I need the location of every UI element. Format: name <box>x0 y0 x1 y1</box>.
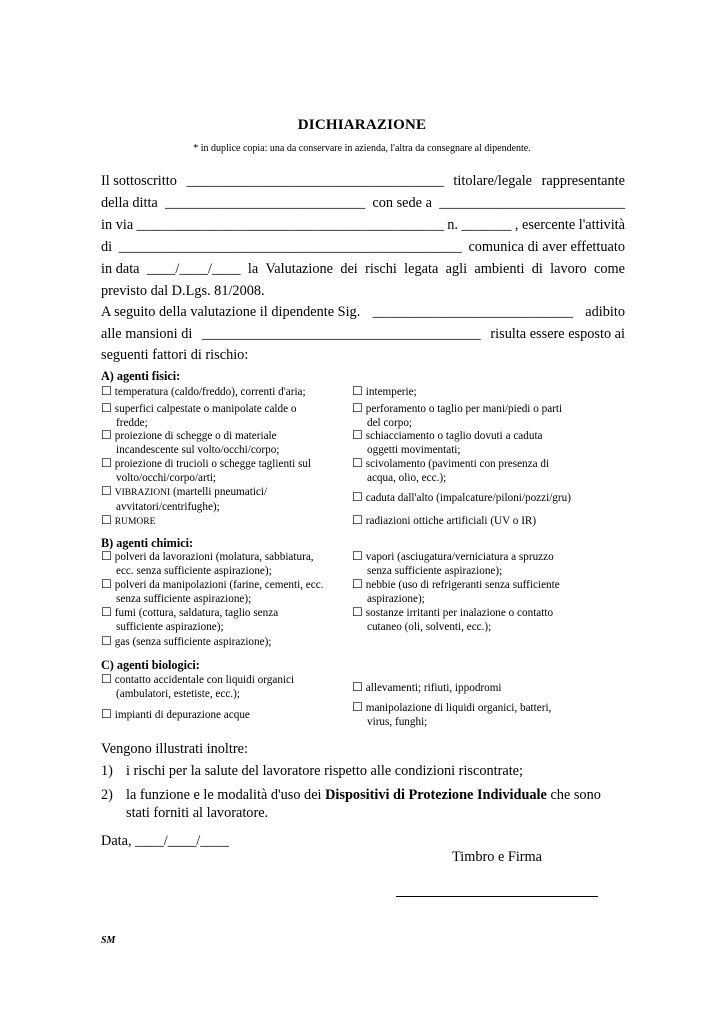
checkbox-icon[interactable]: ☐ <box>101 513 112 527</box>
checkbox-icon[interactable]: ☐ <box>101 634 112 648</box>
name-blank: ____________________________________ <box>186 173 444 189</box>
checkbox-icon[interactable]: ☐ <box>352 680 363 694</box>
checkbox-icon[interactable]: ☐ <box>352 577 363 591</box>
risk-item: ☐ contatto accidentale con liquidi organici (ambulatori, estetiste, ecc.); <box>101 672 295 700</box>
checkbox-icon[interactable]: ☐ <box>352 605 363 619</box>
risk-item: ☐ superfici calpestate o manipolate calde o fredde; <box>101 401 297 429</box>
section-heading-physical: A) agenti fisici: <box>101 369 181 383</box>
checkbox-icon[interactable]: ☐ <box>101 707 112 721</box>
number-blank: n. _______ <box>447 217 512 233</box>
risk-item: ☐ manipolazione di liquidi organici, batteri, virus, funghi; <box>352 700 552 728</box>
risk-item: ☐ polveri da manipolazioni (farine, cementi, ecc. senza sufficiente aspirazione); <box>101 577 324 605</box>
paragraph-line: in via ___________________________________________ n. _______ , esercente l'attività <box>101 217 625 233</box>
risk-item: ☐ allevamenti; rifiuti, ippodromi <box>352 680 502 694</box>
checkbox-icon[interactable]: ☐ <box>352 490 363 504</box>
checkbox-icon[interactable]: ☐ <box>101 672 112 686</box>
risk-item: ☐ proiezione di schegge o di materiale incandescente sul volto/occhi/corpo; <box>101 428 280 456</box>
employee-blank: ____________________________ <box>372 304 573 320</box>
checkbox-icon[interactable]: ☐ <box>101 384 112 398</box>
location-blank: __________________________ <box>439 195 625 211</box>
company-blank: ____________________________ <box>165 195 366 211</box>
footer-initials: SM <box>101 935 116 946</box>
risk-item: ☐ intemperie; <box>352 384 417 398</box>
date-blank: ____/____/____ <box>146 261 241 277</box>
checkbox-icon[interactable]: ☐ <box>101 484 112 498</box>
signature-line <box>396 896 598 897</box>
checkbox-icon[interactable]: ☐ <box>101 605 112 619</box>
paragraph-line: seguenti fattori di rischio: <box>101 347 249 363</box>
risk-item: ☐ nebbie (uso di refrigeranti senza sufficiente aspirazione); <box>352 577 560 605</box>
checkbox-icon[interactable]: ☐ <box>101 456 112 470</box>
checkbox-icon[interactable]: ☐ <box>352 428 363 442</box>
risk-item: ☐ vapori (asciugatura/verniciatura a spruzzo senza sufficiente aspirazione); <box>352 549 554 577</box>
illustrated-item-2: 2) la funzione e le modalità d'uso dei Dispositivi di Protezione Individuale che sono <box>101 787 601 803</box>
paragraph-line: in data ____/____/____ la Valutazione dei rischi legata agli ambienti di lavoro come <box>101 261 625 277</box>
illustrated-item-1: 1) i rischi per la salute del lavoratore rispetto alle condizioni riscontrate; <box>101 763 523 779</box>
risk-item: ☐ schiacciamento o taglio dovuti a caduta oggetti movimentati; <box>352 428 543 456</box>
risk-item: ☐ radiazioni ottiche artificiali (UV o IR) <box>352 513 537 527</box>
section-heading-chemical: B) agenti chimici: <box>101 536 194 550</box>
risk-item: ☐ RUMORE <box>101 513 156 527</box>
checkbox-icon[interactable]: ☐ <box>101 549 112 563</box>
risk-item: ☐ proiezione di trucioli o schegge taglienti sul volto/occhi/corpo/arti; <box>101 456 312 484</box>
paragraph-line: della ditta ____________________________ con sede a __________________________ <box>101 195 625 211</box>
paragraph-line: alle mansioni di _______________________________________ risulta essere esposto ai <box>101 326 625 342</box>
activity-blank: ________________________________________________ <box>118 239 462 255</box>
risk-item: ☐ perforamento o taglio per mani/piedi o parti del corpo; <box>352 401 563 429</box>
risk-item: ☐ polveri da lavorazioni (molatura, sabbiatura, ecc. senza sufficiente aspirazione); <box>101 549 314 577</box>
paragraph-line: Il sottoscritto ____________________________________ titolare/legale rappresentante <box>101 173 625 189</box>
checkbox-icon[interactable]: ☐ <box>101 428 112 442</box>
risk-item: ☐ gas (senza sufficiente aspirazione); <box>101 634 272 648</box>
risk-item: ☐ fumi (cottura, saldatura, taglio senza sufficiente aspirazione); <box>101 605 279 633</box>
paragraph-line: di ________________________________________________ comunica di aver effettuato <box>101 239 625 255</box>
checkbox-icon[interactable]: ☐ <box>101 401 112 415</box>
checkbox-icon[interactable]: ☐ <box>352 456 363 470</box>
street-blank: ___________________________________________ <box>136 217 444 233</box>
risk-item: ☐ scivolamento (pavimenti con presenza di acqua, olio, ecc.); <box>352 456 550 484</box>
checkbox-icon[interactable]: ☐ <box>352 513 363 527</box>
risk-item: ☐ sostanze irritanti per inalazione o contatto cutaneo (oli, solventi, ecc.); <box>352 605 554 633</box>
document-subtitle: * in duplice copia: una da conservare in azienda, l'altra da consegnare al dipendente. <box>193 143 531 154</box>
checkbox-icon[interactable]: ☐ <box>352 549 363 563</box>
checkbox-icon[interactable]: ☐ <box>352 384 363 398</box>
risk-item: ☐ VIBRAZIONI (martelli pneumatici/ avvitatori/centrifughe); <box>101 484 268 513</box>
risk-item: ☐ caduta dall'alto (impalcature/piloni/pozzi/gru) <box>352 490 571 504</box>
illustrated-item-2-cont: stati forniti al lavoratore. <box>126 805 269 821</box>
duties-blank: _______________________________________ <box>201 326 481 342</box>
illustrated-intro: Vengono illustrati inoltre: <box>101 741 248 757</box>
document-title: DICHIARAZIONE <box>297 117 427 133</box>
risk-item: ☐ temperatura (caldo/freddo), correnti d'aria; <box>101 384 306 398</box>
signature-label: Timbro e Firma <box>452 849 543 865</box>
paragraph-line: previsto dal D.Lgs. 81/2008. <box>101 283 265 299</box>
section-heading-biological: C) agenti biologici: <box>101 658 200 672</box>
risk-item: ☐ impianti di depurazione acque <box>101 707 250 721</box>
checkbox-icon[interactable]: ☐ <box>352 401 363 415</box>
checkbox-icon[interactable]: ☐ <box>352 700 363 714</box>
paragraph-line: A seguito della valutazione il dipendente Sig. ____________________________ adibito <box>101 304 625 320</box>
checkbox-icon[interactable]: ☐ <box>101 577 112 591</box>
